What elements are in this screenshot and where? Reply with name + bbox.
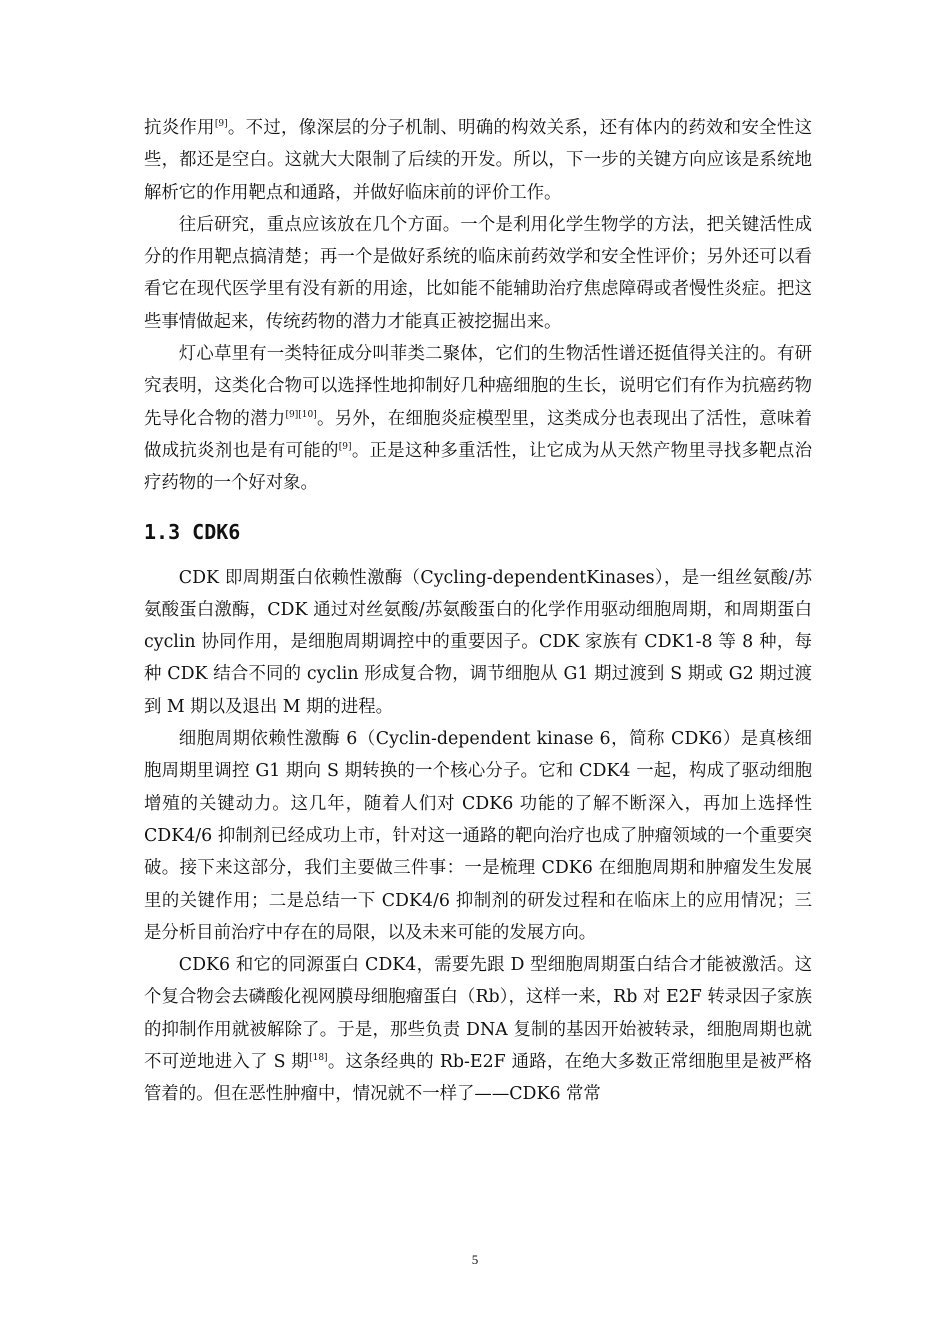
- paragraph-research-directions: [144, 209, 812, 338]
- paragraph-phenanthrene-dimers: [144, 338, 812, 499]
- citation-marker: [9][10]: [285, 409, 317, 420]
- page-body: [144, 112, 812, 1111]
- text-run: 。这条经典的 Rb-E2F 通路，在绝大多数正常细胞里是被严格管着的。但在恶性肿瘤中，情况就不一样了——CDK6 常常: [144, 1052, 812, 1105]
- text-run: 往后研究，重点应该放在几个方面。一个是利用化学生物学的方法，把关键活性成分的作用靶点搞清楚；再一个是做好系统的临床前药效学和安全性评价；另外还可以看看它在现代医学里有没有新的用途，比如能不能辅助治疗焦虑障碍或者慢性炎症。把这些事情做起来，传统药物的潜力才能真正被挖掘出来。: [144, 214, 812, 332]
- text-run: 。正是这种多重活性，让它成为从天然产物里寻找多靶点治疗药物的一个好对象。: [144, 440, 812, 494]
- page-number: 5: [471, 1252, 479, 1267]
- text-run: 灯心草里有一类特征成分叫菲类二聚体，它们的生物活性谱还挺值得关注的。有研究表明，这类化合物可以选择性地抑制好几种癌细胞的生长，说明它们有作为抗癌药物先导化合物的潜力: [144, 344, 812, 429]
- text-run: 细胞周期依赖性激酶 6（Cyclin-dependent kinase 6，简称 CDK6）是真核细胞周期里调控 G1 期向 S 期转换的一个核心分子。它和 CDK4 一起，构成了驱动细胞增殖的关键动力。这几年，随着人们对 CDK6 功能的了解不断深入，再加上选择性 CDK4/6 抑制剂已经成功上市，针对这一通路的靶向治疗也成了肿瘤领域的一个重要突破。接下来这部分，我们主要做三件事：一是梳理 CDK6 在细胞周期和肿瘤发生发展里的关键作用；二是总结一下 CDK4/6 抑制剂的研发过程和在临床上的应用情况；三是分析目前治疗中存在的局限，以及未来可能的发展方向。: [144, 729, 812, 943]
- paragraph-cdk-definition: [144, 562, 812, 723]
- section-heading: 1.3 CDK6: [144, 519, 241, 544]
- paragraph-cdk6-overview: [144, 723, 812, 949]
- paragraph-continued: [144, 112, 812, 209]
- citation-marker: [18]: [309, 1053, 328, 1064]
- text-run: 。不过，像深层的分子机制、明确的构效关系，还有体内的药效和安全性这些，都还是空白。这就大大限制了后续的开发。所以，下一步的关键方向应该是系统地解析它的作用靶点和通路，并做好临床前的评价工作。: [144, 118, 812, 203]
- text-run: 抗炎作用: [144, 118, 215, 138]
- citation-marker: [9]: [214, 119, 228, 130]
- text-run: CDK 即周期蛋白依赖性激酶（Cycling-dependentKinases），是一组丝氨酸/苏氨酸蛋白激酶，CDK 通过对丝氨酸/苏氨酸蛋白的化学作用驱动细胞周期，和周期蛋白 cyclin 协同作用，是细胞周期调控中的重要因子。CDK 家族有 CDK1-8 等 8 种，每种 CDK 结合不同的 cyclin 形成复合物，调节细胞从 G1 期过渡到 S 期或 G2 期过渡到 M 期以及退出 M 期的进程。: [144, 567, 812, 717]
- text-run: CDK6 和它的同源蛋白 CDK4，需要先跟 D 型细胞周期蛋白结合才能被激活。这个复合物会去磷酸化视网膜母细胞瘤蛋白（Rb），这样一来，Rb 对 E2F 转录因子家族的抑制作用就被解除了。于是，那些负责 DNA 复制的基因开始被转录，细胞周期也就不可逆地进入了 S 期: [144, 955, 812, 1073]
- text-run: 。另外，在细胞炎症模型里，这类成分也表现出了活性，意味着做成抗炎剂也是有可能的: [144, 408, 812, 461]
- paragraph-rb-e2f-pathway: [144, 949, 812, 1110]
- citation-marker: [9]: [338, 442, 352, 453]
